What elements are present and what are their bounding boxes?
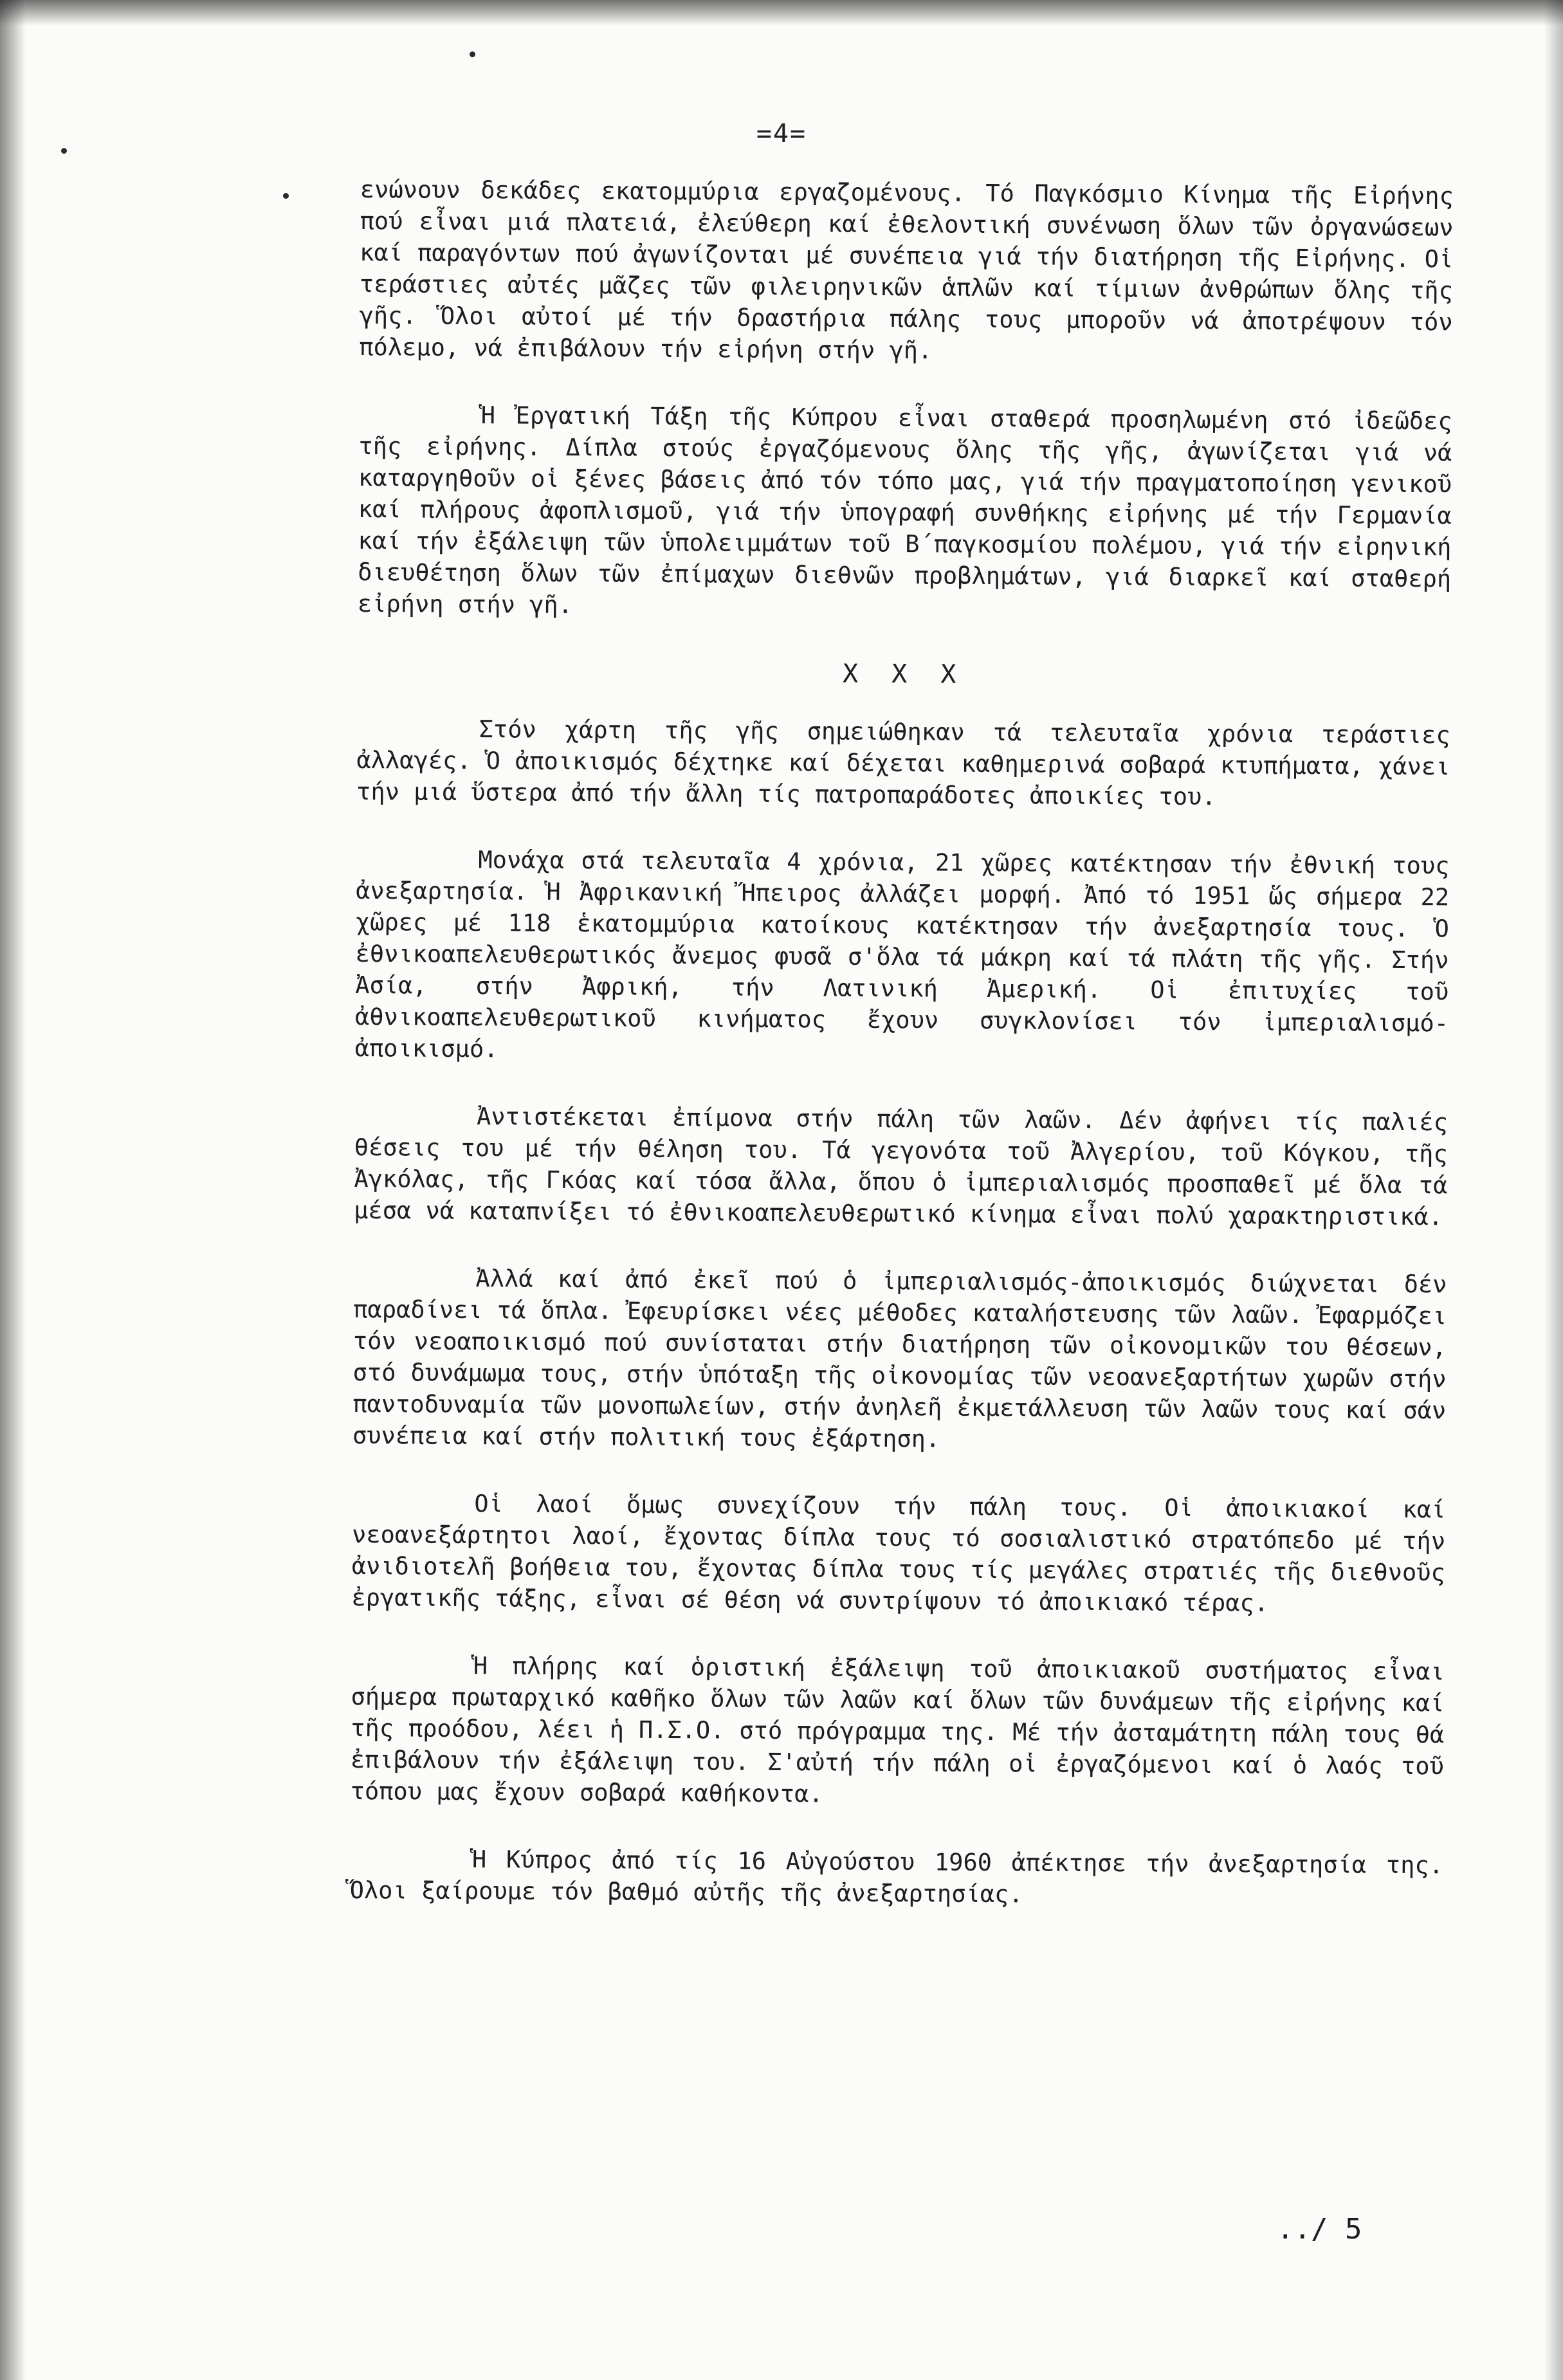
paragraph-3: Στόν χάρτη τῆς γῆς σημειώθηκαν τά τελευταῖα χρόνια τεράστιες ἀλλαγές. Ὁ ἀποικισμός δέχτηκε καί δέχεται καθημερινά σοβαρά κτυπήματα, χάνει τήν μιά ὕστερα ἀπό τήν ἄλλη τίς πατροπαράδοτες ἀποικίες του. — [356, 715, 1450, 811]
paragraph-7: Οἱ λαοί ὅμως συνεχίζουν τήν πάλη τους. Οἱ ἀποικιακοί καί νεοανεξάρτητοι λαοί, ἔχοντας δίπλα τους τό σοσιαλιστικό στρατόπεδο μέ τήν ἀνιδιοτελῆ βοήθεια του, ἔχοντας δίπλα τους τίς μεγάλες στρατιές τῆς διεθνοῦς ἐργατικῆς τάξης, εἶναι σέ θέση νά συντρίψουν τό ἀποικιακό τέρας. — [351, 1490, 1446, 1617]
scan-speck — [61, 148, 67, 154]
paragraph-4: Μονάχα στά τελευταῖα 4 χρόνια, 21 χῶρες κατέκτησαν τήν ἐθνική τους ἀνεξαρτησία. Ἡ Ἀφρικανική Ἤπειρος ἀλλάζει μορφή. Ἀπό τό 1951 ὥς σήμερα 22 χῶρες μέ 118 ἑκατομμύρια κατοίκους κατέκτησαν τήν ἀνεξαρτησία τους. Ὁ ἐθνικοαπελευθερωτικός ἄνεμος φυσᾶ σ'ὅλα τά μάκρη καί τά πλάτη τῆς γῆς. Στήν Ἀσία, στήν Ἀφρική, τήν Λατινική Ἀμερική. Οἱ ἐπιτυχίες τοῦ ἀθνικοαπελευθερωτικοῦ κινήματος ἔχουν συγκλονίσει τόν ἰμπεριαλισμό-ἀποικισμό. — [354, 846, 1450, 1063]
scan-edge-right — [1544, 0, 1563, 2380]
scan-edge-top — [0, 0, 1563, 26]
page-number: =4= — [756, 119, 807, 149]
paragraph-6: Ἀλλά καί ἀπό ἐκεῖ πού ὁ ἰμπεριαλισμός-ἀποικισμός διώχνεται δέν παραδίνει τά ὅπλα. Ἐφευρίσκει νέες μέθοδες καταλήστευσης τῶν λαῶν. Ἐφαρμόζει τόν νεοαποικισμό πού συνίσταται στήν διατήρηση τῶν οἰκονομικῶν του θέσεων, στό δυνάμωμα τους, στήν ὑπόταξη τῆς οἰκονομίας τῶν νεοανεξαρτήτων χωρῶν στήν παντοδυναμία τῶν μονοπωλείων, στήν ἀνηλεῆ ἐκμετάλλευση τῶν λαῶν τους καί σάν συνέπεια καί στήν πολιτική τους ἐξάρτηση. — [352, 1265, 1447, 1453]
paragraph-9: Ἡ Κύπρος ἀπό τίς 16 Αὐγούστου 1960 ἀπέκτησε τήν ἀνεξαρτησία της. Ὅλοι ξαίρουμε τόν βαθμό αὐτῆς τῆς ἀνεξαρτησίας. — [349, 1845, 1444, 1909]
paragraph-5: Ἀντιστέκεται ἐπίμονα στήν πάλη τῶν λαῶν. Δέν ἀφήνει τίς παλιές θέσεις του μέ τήν θέληση του. Τά γεγονότα τοῦ Ἀλγερίου, τοῦ Κόγκου, τῆς Ἀγκόλας, τῆς Γκόας καί τόσα ἄλλα, ὅπου ὁ ἰμπεριαλισμός προσπαθεῖ μέ ὅλα τά μέσα νά καταπνίξει τό ἐθνικοαπελευθερωτικό κίνημα εἶναι πολύ χαρακτηριστικά. — [354, 1103, 1449, 1231]
paragraph-8: Ἡ πλήρης καί ὁριστική ἐξάλειψη τοῦ ἀποικιακοῦ συστήματος εἶναι σήμερα πρωταρχικό καθῆκο ὅλων τῶν λαῶν καί ὅλων τῶν δυνάμεων τῆς εἰρήνης καί τῆς προόδου, λέει ἡ Π.Σ.Ο. στό πρόγραμμα της. Μέ τήν ἀσταμάτητη πάλη τους θά ἐπιβάλουν τήν ἐξάλειψη του. Σ'αὐτή τήν πάλη οἱ ἐργαζόμενοι καί ὁ λαός τοῦ τόπου μας ἔχουν σοβαρά καθήκοντα. — [350, 1652, 1445, 1808]
continuation-marker: ../ 5 — [1277, 2213, 1362, 2246]
document-body — [349, 174, 1454, 1948]
scan-speck — [470, 51, 475, 57]
paragraph-2: Ἡ Ἐργατική Τάξη τῆς Κύπρου εἶναι σταθερά προσηλωμένη στό ἰδεῶδες τῆς εἰρήνης. Δίπλα στούς ἐργαζόμενους ὅλης τῆς γῆς, ἀγωνίζεται γιά νά καταργηθοῦν οἱ ξένες βάσεις ἀπό τόν τόπο μας, γιά τήν πραγματοποίηση γενικοῦ καί πλήρους ἀφοπλισμοῦ, γιά τήν ὑπογραφή συνθήκης εἰρήνης μέ τήν Γερμανία καί τήν ἐξάλειψη τῶν ὑπολειμμάτων τοῦ Β´παγκοσμίου πολέμου, γιά τήν εἰρηνική διευθέτηση ὅλων τῶν ἐπίμαχων διεθνῶν προβλημάτων, γιά διαρκεῖ καί σταθερή εἰρήνη στήν γῆ. — [357, 401, 1452, 619]
paragraph-1: ενώνουν δεκάδες εκατομμύρια εργαζομένους. Τό Παγκόσμιο Κίνημα τῆς Εἰρήνης πού εἶναι μιά πλατειά, ἐλεύθερη καί ἐθελοντική συνένωση ὅλων τῶν ὀργανώσεων καί παραγόντων πού ἀγωνίζονται μέ συνέπεια γιά τήν διατήρηση τῆς Εἰρήνης. Οἱ τεράστιες αὐτές μᾶζες τῶν φιλειρηνικῶν ἁπλῶν καί τίμιων ἀνθρώπων ὅλης τῆς γῆς. Ὅλοι αὐτοί μέ τήν δραστήρια πάλης τους μποροῦν νά ἀποτρέψουν τόν πόλεμο, νά ἐπιβάλουν τήν εἰρήνη στήν γῆ. — [359, 175, 1454, 365]
scan-edge-left — [0, 0, 26, 2380]
scan-speck — [283, 193, 289, 199]
section-separator: X X X — [842, 659, 965, 690]
